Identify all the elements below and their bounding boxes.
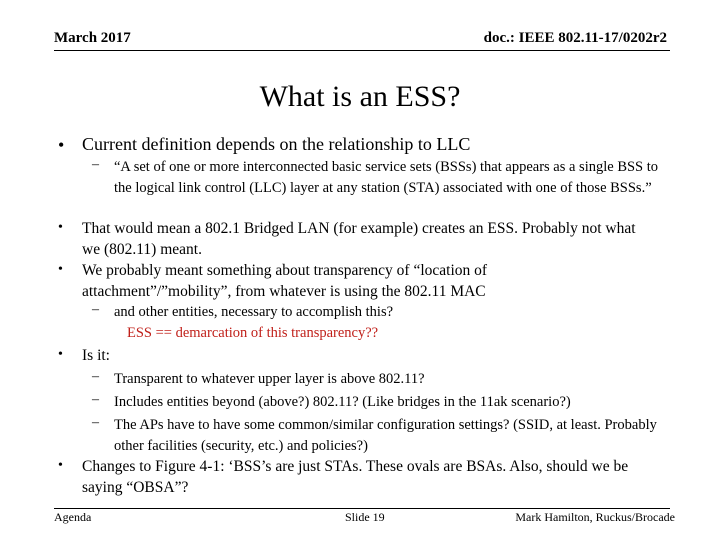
bullet-3-sub-1: and other entities, necessary to accomplish this? [114, 304, 394, 320]
footer-author: Mark Hamilton, Ruckus/Brocade [515, 510, 675, 524]
bullet-2-text: That would mean a 802.1 Bridged LAN (for example) creates an ESS. Probably not what we (802.11) meant. [82, 220, 636, 258]
dash-marker: – [92, 369, 99, 384]
bullet-3-highlight-note: ESS == demarcation of this transparency?? [127, 325, 379, 341]
header-rule [54, 50, 670, 51]
bullet-marker: • [58, 458, 63, 473]
bullet-4-sub-2: Includes entities beyond (above?) 802.11? (Like bridges in the 11ak scenario?) [114, 394, 571, 410]
bullet-5-text: Changes to Figure 4-1: ‘BSS’s are just STAs. These ovals are BSAs. Also, should we be saying “OBSA”? [82, 458, 629, 496]
footer-rule [54, 508, 670, 509]
bullet-1-text: Current definition depends on the relationship to LLC [82, 134, 471, 154]
bullet-marker: • [58, 347, 63, 362]
slide-title: What is an ESS? [259, 80, 461, 113]
bullet-3-text: We probably meant something about transparency of “location of attachment”/”mobility”, from whatever is using the 802.11 MAC [82, 262, 488, 300]
dash-marker: – [92, 415, 99, 430]
bullet-4-sub-1: Transparent to whatever upper layer is above 802.11? [114, 371, 425, 387]
dash-marker: – [92, 392, 99, 407]
dash-marker: – [92, 157, 99, 172]
bullet-marker: • [58, 262, 63, 277]
dash-marker: – [92, 302, 99, 317]
bullet-4-sub-3: The APs have to have some common/similar configuration settings? (SSID, at least. Probably other facilities (security, etc.) and policies?) [114, 417, 657, 454]
footer-left: Agenda [54, 510, 92, 524]
footer-slide-number: Slide 19 [345, 510, 385, 524]
header-date: March 2017 [54, 30, 131, 46]
header-doc-id: doc.: IEEE 802.11-17/0202r2 [483, 30, 667, 46]
bullet-marker: • [58, 135, 65, 155]
bullet-1-sub-1: “A set of one or more interconnected basic service sets (BSSs) that appears as a single BSS to the logical link control (LLC) layer at any station (STA) associated with one of those BSSs.” [114, 159, 659, 196]
bullet-4-text: Is it: [82, 347, 110, 364]
bullet-marker: • [58, 220, 63, 235]
